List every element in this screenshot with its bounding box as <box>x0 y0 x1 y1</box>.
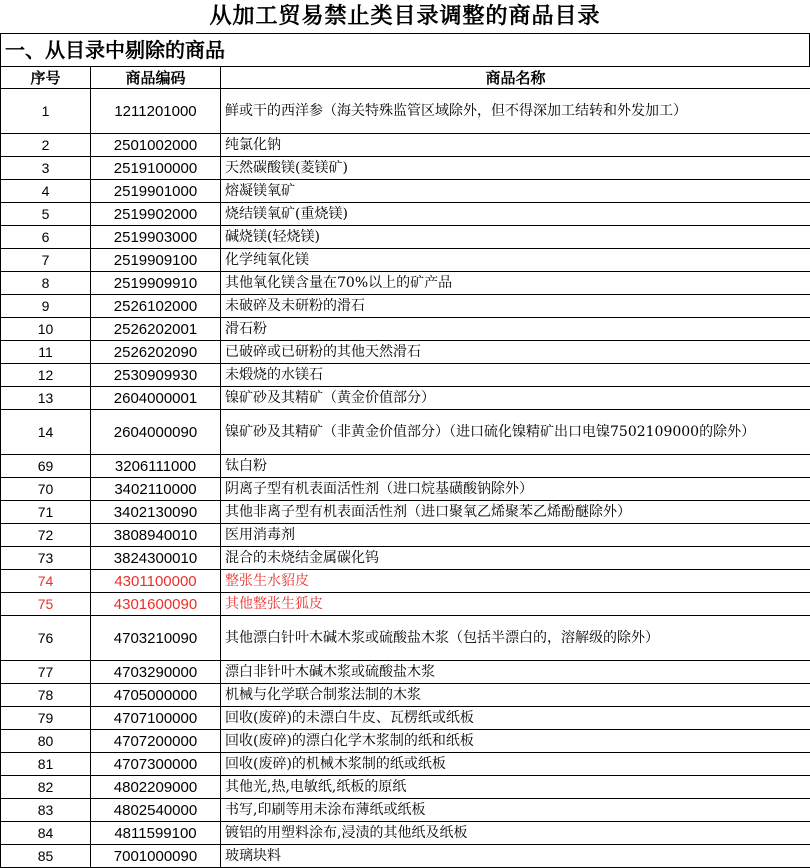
table-row <box>1 776 810 799</box>
name-cell: 熔凝镁氧矿 <box>221 180 810 203</box>
seq-cell: 4 <box>1 180 91 203</box>
code-cell: 7001000090 <box>91 845 221 868</box>
table-row <box>1 478 810 501</box>
table-row <box>1 684 810 707</box>
code-cell: 4811599100 <box>91 822 221 845</box>
seq-cell: 12 <box>1 364 91 387</box>
table-row <box>1 822 810 845</box>
table-row <box>1 593 810 616</box>
code-cell: 4802540000 <box>91 799 221 822</box>
seq-cell: 5 <box>1 203 91 226</box>
code-cell: 3206111000 <box>91 455 221 478</box>
table-row <box>1 203 810 226</box>
name-cell: 已破碎或已研粉的其他天然滑石 <box>221 341 810 364</box>
name-cell: 机械与化学联合制浆法制的木浆 <box>221 684 810 707</box>
name-cell: 钛白粉 <box>221 455 810 478</box>
table-row <box>1 845 810 868</box>
seq-cell: 83 <box>1 799 91 822</box>
name-cell: 玻璃块料 <box>221 845 810 868</box>
document-title: 从加工贸易禁止类目录调整的商品目录 <box>0 0 810 33</box>
name-cell: 书写,印刷等用未涂布薄纸或纸板 <box>221 799 810 822</box>
code-cell: 2526202090 <box>91 341 221 364</box>
name-cell: 医用消毒剂 <box>221 524 810 547</box>
table-row <box>1 89 810 134</box>
seq-cell: 7 <box>1 249 91 272</box>
section-title: 一、从目录中剔除的商品 <box>0 33 810 66</box>
name-cell: 纯氯化钠 <box>221 134 810 157</box>
code-cell: 2519100000 <box>91 157 221 180</box>
name-cell: 回收(废碎)的漂白化学木浆制的纸和纸板 <box>221 730 810 753</box>
code-cell: 4802209000 <box>91 776 221 799</box>
code-cell: 2530909930 <box>91 364 221 387</box>
table-row <box>1 272 810 295</box>
table-row <box>1 410 810 455</box>
commodity-table <box>0 66 810 868</box>
code-cell: 2501002000 <box>91 134 221 157</box>
name-cell: 化学纯氧化镁 <box>221 249 810 272</box>
name-cell: 其他非离子型有机表面活性剂（进口聚氧乙烯聚苯乙烯酚醚除外） <box>221 501 810 524</box>
header-row <box>1 67 810 89</box>
table-row <box>1 524 810 547</box>
seq-cell: 84 <box>1 822 91 845</box>
name-cell: 未破碎及未研粉的滑石 <box>221 295 810 318</box>
code-cell: 4707300000 <box>91 753 221 776</box>
name-cell: 镍矿砂及其精矿（非黄金价值部分）（进口硫化镍精矿出口电镍7502109000的除外） <box>221 410 810 455</box>
table-row <box>1 616 810 661</box>
name-cell: 阴离子型有机表面活性剂（进口烷基磺酸钠除外） <box>221 478 810 501</box>
name-cell: 漂白非针叶木碱木浆或硫酸盐木浆 <box>221 661 810 684</box>
seq-cell: 70 <box>1 478 91 501</box>
header-name: 商品名称 <box>221 67 810 89</box>
seq-cell: 6 <box>1 226 91 249</box>
code-cell: 2519909100 <box>91 249 221 272</box>
table-row <box>1 753 810 776</box>
seq-cell: 1 <box>1 89 91 134</box>
seq-cell: 11 <box>1 341 91 364</box>
code-cell: 2519901000 <box>91 180 221 203</box>
code-cell: 2526202001 <box>91 318 221 341</box>
seq-cell: 14 <box>1 410 91 455</box>
seq-cell: 8 <box>1 272 91 295</box>
name-cell: 镍矿砂及其精矿（黄金价值部分） <box>221 387 810 410</box>
name-cell: 整张生水貂皮 <box>221 570 810 593</box>
table-row <box>1 547 810 570</box>
table-row <box>1 661 810 684</box>
table-row <box>1 501 810 524</box>
seq-cell: 13 <box>1 387 91 410</box>
code-cell: 4703210090 <box>91 616 221 661</box>
seq-cell: 82 <box>1 776 91 799</box>
seq-cell: 80 <box>1 730 91 753</box>
seq-cell: 74 <box>1 570 91 593</box>
header-code: 商品编码 <box>91 67 221 89</box>
table-row <box>1 707 810 730</box>
code-cell: 2519902000 <box>91 203 221 226</box>
code-cell: 4703290000 <box>91 661 221 684</box>
table-row <box>1 364 810 387</box>
name-cell: 烧结镁氧矿(重烧镁) <box>221 203 810 226</box>
code-cell: 4707100000 <box>91 707 221 730</box>
table-row <box>1 226 810 249</box>
seq-cell: 10 <box>1 318 91 341</box>
seq-cell: 69 <box>1 455 91 478</box>
name-cell: 回收(废碎)的未漂白牛皮、瓦楞纸或纸板 <box>221 707 810 730</box>
code-cell: 3824300010 <box>91 547 221 570</box>
seq-cell: 76 <box>1 616 91 661</box>
code-cell: 4301600090 <box>91 593 221 616</box>
code-cell: 1211201000 <box>91 89 221 134</box>
seq-cell: 81 <box>1 753 91 776</box>
table-row <box>1 799 810 822</box>
name-cell: 未煅烧的水镁石 <box>221 364 810 387</box>
name-cell: 镀铝的用塑料涂布,浸渍的其他纸及纸板 <box>221 822 810 845</box>
seq-cell: 9 <box>1 295 91 318</box>
name-cell: 其他光,热,电敏纸,纸板的原纸 <box>221 776 810 799</box>
seq-cell: 79 <box>1 707 91 730</box>
table-row <box>1 249 810 272</box>
table-row <box>1 341 810 364</box>
name-cell: 天然碳酸镁(菱镁矿) <box>221 157 810 180</box>
code-cell: 2604000090 <box>91 410 221 455</box>
seq-cell: 71 <box>1 501 91 524</box>
name-cell: 其他氧化镁含量在70%以上的矿产品 <box>221 272 810 295</box>
table-row <box>1 180 810 203</box>
code-cell: 2519909910 <box>91 272 221 295</box>
name-cell: 其他整张生狐皮 <box>221 593 810 616</box>
code-cell: 2604000001 <box>91 387 221 410</box>
seq-cell: 85 <box>1 845 91 868</box>
name-cell: 回收(废碎)的机械木浆制的纸或纸板 <box>221 753 810 776</box>
code-cell: 3402110000 <box>91 478 221 501</box>
code-cell: 4301100000 <box>91 570 221 593</box>
table-row <box>1 730 810 753</box>
seq-cell: 73 <box>1 547 91 570</box>
seq-cell: 75 <box>1 593 91 616</box>
code-cell: 2526102000 <box>91 295 221 318</box>
code-cell: 4707200000 <box>91 730 221 753</box>
code-cell: 3402130090 <box>91 501 221 524</box>
code-cell: 3808940010 <box>91 524 221 547</box>
header-seq: 序号 <box>1 67 91 89</box>
table-row <box>1 387 810 410</box>
code-cell: 2519903000 <box>91 226 221 249</box>
table-row <box>1 455 810 478</box>
seq-cell: 2 <box>1 134 91 157</box>
table-row <box>1 570 810 593</box>
table-row <box>1 318 810 341</box>
seq-cell: 72 <box>1 524 91 547</box>
name-cell: 碱烧镁(轻烧镁) <box>221 226 810 249</box>
name-cell: 混合的未烧结金属碳化钨 <box>221 547 810 570</box>
seq-cell: 78 <box>1 684 91 707</box>
table-row <box>1 157 810 180</box>
name-cell: 其他漂白针叶木碱木浆或硫酸盐木浆（包括半漂白的，溶解级的除外） <box>221 616 810 661</box>
seq-cell: 77 <box>1 661 91 684</box>
code-cell: 4705000000 <box>91 684 221 707</box>
seq-cell: 3 <box>1 157 91 180</box>
name-cell: 鲜或干的西洋参（海关特殊监管区域除外，但不得深加工结转和外发加工） <box>221 89 810 134</box>
table-row <box>1 295 810 318</box>
name-cell: 滑石粉 <box>221 318 810 341</box>
table-row <box>1 134 810 157</box>
